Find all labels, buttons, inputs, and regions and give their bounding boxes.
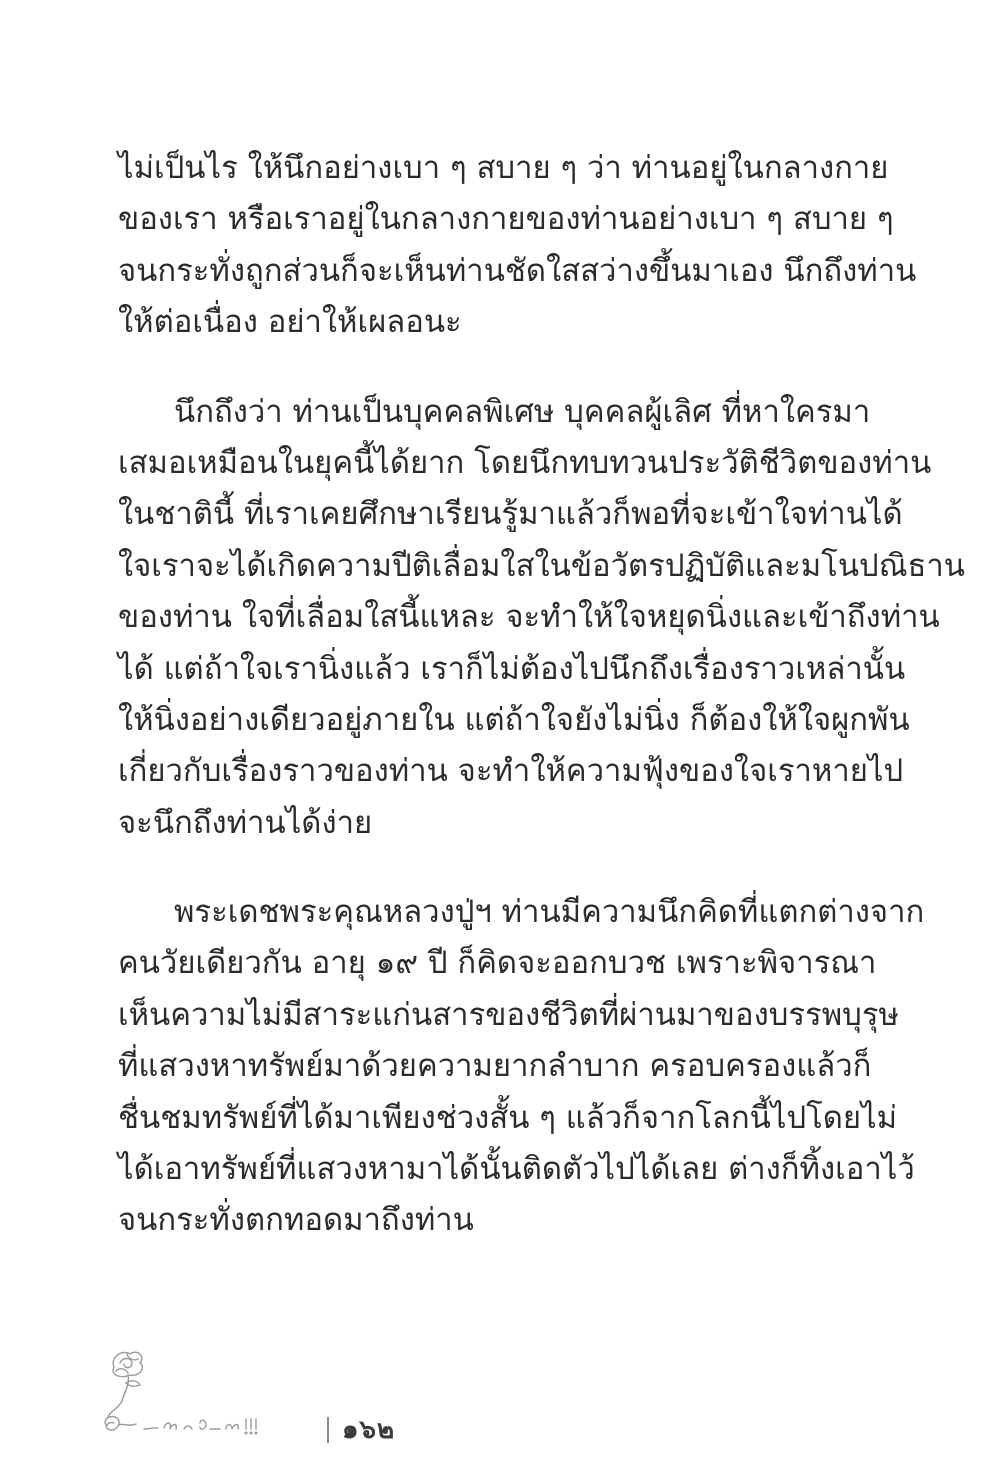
text-line: จะนึกถึงท่านได้ง่าย xyxy=(118,804,373,841)
footer-separator xyxy=(327,1417,329,1443)
text-line: ได้ แต่ถ้าใจเรานิ่งแล้ว เราก็ไม่ต้องไปนึกถึงเรื่องราวเหล่านั้น xyxy=(118,650,906,687)
text-line: ของเรา หรือเราอยู่ในกลางกายของท่านอย่างเบา ๆ สบาย ๆ xyxy=(118,201,894,238)
text-line: ให้นิ่งอย่างเดียวอยู่ภายใน แต่ถ้าใจยังไม่นิ่ง ก็ต้องให้ใจผูกพัน xyxy=(118,701,910,738)
paragraph-2 xyxy=(118,387,965,850)
text-line: นึกถึงว่า ท่านเป็นบุคคลพิเศษ บุคคลผู้เลิศ ที่หาใครมา xyxy=(174,393,871,430)
rose-signature-icon xyxy=(100,1345,330,1445)
text-line: ใจเราจะได้เกิดความปีติเลื่อมใสในข้อวัตรปฏิบัติและมโนปณิธาน xyxy=(118,547,965,584)
paragraph-1 xyxy=(118,143,917,349)
text-line: พระเดชพระคุณหลวงปู่ฯ ท่านมีความนึกคิดที่แตกต่างจาก xyxy=(174,894,925,931)
text-line: เสมอเหมือนในยุคนี้ได้ยาก โดยนึกทบทวนประวัติชีวิตของท่าน xyxy=(118,444,932,481)
text-line: ที่แสวงหาทรัพย์มาด้วยความยากลำบาก ครอบครองแล้วก็ xyxy=(118,1048,872,1085)
text-line: ไม่เป็นไร ให้นึกอย่างเบา ๆ สบาย ๆ ว่า ท่านอยู่ในกลางกาย xyxy=(118,150,889,186)
text-line: ของท่าน ใจที่เลื่อมใสนี้แหละ จะทำให้ใจหยุดนิ่งและเข้าถึงท่าน xyxy=(118,599,940,636)
text-line: ให้ต่อเนื่อง อย่าให้เผลอนะ xyxy=(118,304,462,341)
text-line: ชื่นชมทรัพย์ที่ได้มาเพียงช่วงสั้น ๆ แล้วก็จากโลกนี้ไปโดยไม่ xyxy=(118,1099,898,1136)
body-text xyxy=(118,143,965,1285)
text-line: จนกระทั่งตกทอดมาถึงท่าน xyxy=(118,1202,474,1239)
page-footer xyxy=(100,1345,420,1445)
text-line: ในชาตินี้ ที่เราเคยศึกษาเรียนรู้มาแล้วก็พอที่จะเข้าใจท่านได้ xyxy=(118,496,903,533)
text-line: ได้เอาทรัพย์ที่แสวงหามาได้นั้นติดตัวไปได้เลย ต่างก็ทิ้งเอาไว้ xyxy=(118,1151,915,1188)
paragraph-3 xyxy=(118,887,925,1247)
text-line: เห็นความไม่มีสาระแก่นสารของชีวิตที่ผ่านมาของบรรพบุรุษ xyxy=(118,996,899,1033)
page-number: ๑๖๒ xyxy=(342,1415,396,1445)
text-line: เกี่ยวกับเรื่องราวของท่าน จะทำให้ความฟุ้งของใจเราหายไป xyxy=(118,753,904,790)
text-line: คนวัยเดียวกัน อายุ ๑๙ ปี ก็คิดจะออกบวช เพราะพิจารณา xyxy=(118,945,877,982)
text-line: จนกระทั่งถูกส่วนก็จะเห็นท่านชัดใสสว่างขึ้นมาเอง นึกถึงท่าน xyxy=(118,252,917,289)
